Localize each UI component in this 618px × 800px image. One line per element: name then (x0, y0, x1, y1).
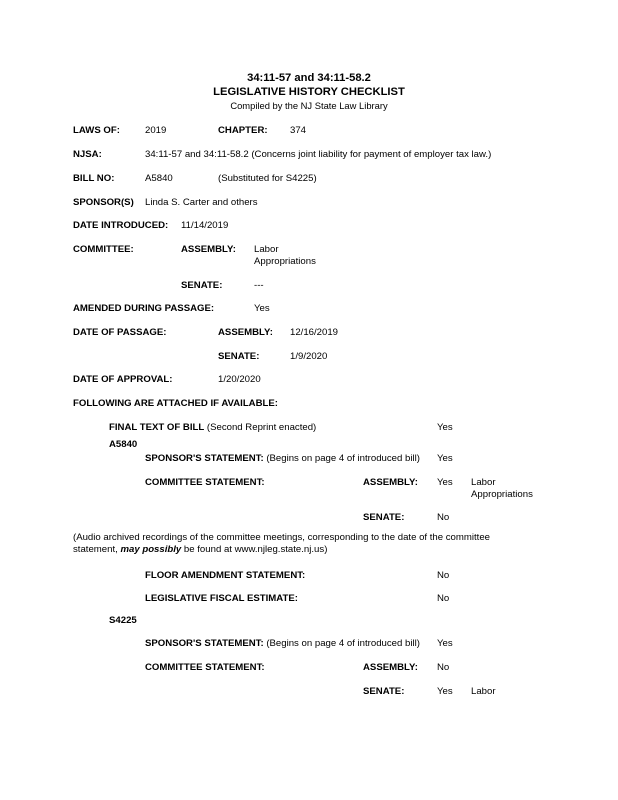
audio-note-part1: (Audio archived recordings of the committee meetings, corresponding to the date of the committee statement, (73, 532, 491, 555)
passage-label: DATE OF PASSAGE: (73, 327, 167, 338)
laws-of-label: LAWS OF: (73, 125, 120, 136)
committee-senate-label: SENATE: (181, 280, 223, 291)
passage-assembly-label: ASSEMBLY: (218, 327, 273, 338)
s4225-senate-value: Yes (437, 686, 453, 697)
passage-senate-label: SENATE: (218, 351, 260, 362)
audio-note (73, 532, 513, 555)
bill-no-note: (Substituted for S4225) (218, 173, 317, 184)
passage-senate-value: 1/9/2020 (290, 351, 328, 362)
njsa-label: NJSA: (73, 149, 102, 160)
chapter-label: CHAPTER: (218, 125, 268, 136)
amended-label: AMENDED DURING PASSAGE: (73, 303, 215, 314)
a5840-sponsor-note: (Begins on page 4 of introduced bill) (266, 453, 420, 464)
a5840-assembly-committee-1: Labor (471, 477, 496, 488)
committee-senate-value: --- (254, 280, 264, 291)
a5840-sponsor-value: Yes (437, 453, 453, 464)
compiled-by: Compiled by the NJ State Law Library (230, 100, 388, 111)
following-label: FOLLOWING ARE ATTACHED IF AVAILABLE: (73, 398, 278, 409)
a5840-sponsor-label: SPONSOR'S STATEMENT: (145, 453, 264, 464)
njsa-value: 34:11-57 and 34:11-58.2 (Concerns joint liability for payment of employer tax law.) (145, 149, 492, 160)
laws-of-value: 2019 (145, 125, 167, 136)
s4225-sponsor-note: (Begins on page 4 of introduced bill) (266, 638, 420, 649)
document-subtitle: LEGISLATIVE HISTORY CHECKLIST (213, 86, 405, 98)
audio-note-part2: be found at www.njleg.state.nj.us) (181, 543, 328, 555)
s4225-sponsor-row (145, 638, 420, 650)
s4225-sponsor-value: Yes (437, 638, 453, 649)
s4225-senate-label: SENATE: (363, 686, 405, 697)
s4225-sponsor-label: SPONSOR'S STATEMENT: (145, 638, 264, 649)
sponsors-label: SPONSOR(S) (73, 197, 134, 208)
s4225-label: S4225 (109, 615, 137, 626)
a5840-senate-label: SENATE: (363, 512, 405, 523)
passage-assembly-value: 12/16/2019 (290, 327, 339, 338)
approval-label: DATE OF APPROVAL: (73, 374, 173, 385)
committee-assembly-value-1: Labor (254, 244, 279, 255)
committee-label: COMMITTEE: (73, 244, 134, 255)
fiscal-estimate-value: No (437, 593, 450, 604)
s4225-assembly-label: ASSEMBLY: (363, 662, 418, 673)
bill-no-label: BILL NO: (73, 173, 115, 184)
a5840-assembly-value: Yes (437, 477, 453, 488)
a5840-committee-label: COMMITTEE STATEMENT: (145, 477, 265, 488)
floor-amendment-value: No (437, 570, 450, 581)
date-introduced-value: 11/14/2019 (181, 220, 229, 231)
sponsors-value: Linda S. Carter and others (145, 197, 258, 208)
final-text-value: Yes (437, 422, 453, 433)
date-introduced-label: DATE INTRODUCED: (73, 220, 169, 231)
a5840-sponsor-row (145, 453, 420, 465)
committee-assembly-label: ASSEMBLY: (181, 244, 236, 255)
floor-amendment-label: FLOOR AMENDMENT STATEMENT: (145, 570, 306, 581)
amended-value: Yes (254, 303, 270, 314)
bill-no-value: A5840 (145, 173, 173, 184)
s4225-senate-committee: Labor (471, 686, 496, 697)
final-text-note: (Second Reprint enacted) (206, 422, 317, 433)
a5840-assembly-label: ASSEMBLY: (363, 477, 418, 488)
approval-value: 1/20/2020 (218, 374, 261, 385)
s4225-assembly-value: No (437, 662, 450, 673)
document-title: 34:11-57 and 34:11-58.2 (247, 72, 371, 84)
final-text-label: FINAL TEXT OF BILL (109, 422, 205, 433)
final-text-row (109, 422, 316, 434)
chapter-value: 374 (290, 125, 307, 136)
a5840-label: A5840 (109, 439, 138, 450)
audio-note-emphasis: may possibly (120, 543, 182, 555)
committee-assembly-value-2: Appropriations (254, 256, 316, 267)
a5840-assembly-committee-2: Appropriations (471, 489, 533, 500)
fiscal-estimate-label: LEGISLATIVE FISCAL ESTIMATE: (145, 593, 298, 604)
s4225-committee-label: COMMITTEE STATEMENT: (145, 662, 265, 673)
a5840-senate-value: No (437, 512, 450, 523)
